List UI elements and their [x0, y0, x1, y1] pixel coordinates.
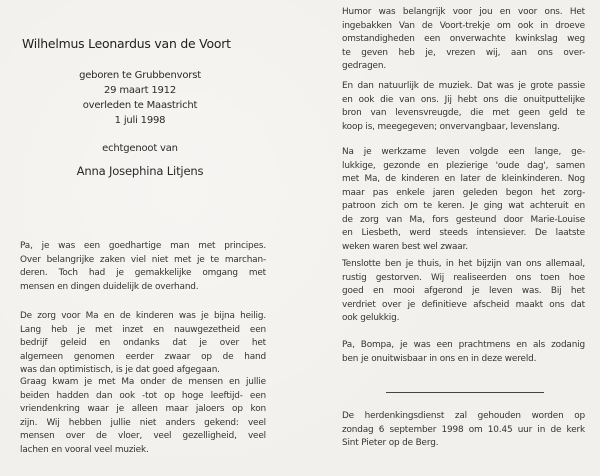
paragraph [20, 310, 266, 378]
text-line: Lang heb je met inzet en nauwgezetheid een [20, 324, 266, 335]
text-line: en Liesbeth, werd steeds intensiever. De laatste [342, 228, 585, 238]
paragraph [342, 80, 585, 134]
death-place: overleden te Maastricht [82, 100, 198, 111]
text-line: Over belangrijke zaken viel niet met je te marchan- [20, 254, 266, 265]
spouse-name: Anna Josephina Litjens [76, 164, 204, 178]
text-line: Humor was belangrijk voor jou en voor ons. Het [342, 7, 585, 17]
text-line: deren. Toch had je gemakkelijke omgang met [20, 268, 266, 278]
text-line: ben je onuitwisbaar in ons en in deze wereld. [342, 353, 537, 364]
paragraph [342, 6, 585, 74]
text-line: Pa, Bompa, je was een prachtmens en als zodanig [342, 340, 585, 350]
paragraph [20, 376, 266, 457]
paragraph [342, 146, 585, 254]
text-line: koop is, meegegeven; onvervangbaar, levenslang. [342, 121, 560, 132]
text-line: Sint Pieter op de Berg. [342, 438, 439, 448]
text-line: Pa, je was een goedhartige man met principes. [20, 241, 266, 251]
text-line: met Ma, de kinderen en later de kleinkinderen. Nog [342, 174, 585, 184]
text-line: goed en mooi afgerond je leven was. Bij het [342, 286, 585, 296]
text-line: mensen en dingen duidelijk de overhand. [20, 281, 199, 292]
text-line: ook gelukkig. [342, 313, 400, 323]
text-line: bedrijf geleid en ondanks dat je over het [20, 338, 266, 348]
text-line: was dan optimistisch, is je dat goed afgegaan. [20, 365, 220, 375]
paragraph [342, 410, 585, 451]
text-line: Graag kwam je met Ma onder de mensen en jullie [20, 377, 266, 387]
text-line: lukkige, gezonde en plezierige 'oude dag', samen [342, 160, 585, 171]
text-line: bron van levensvreugde, die met geen geld te [342, 108, 585, 118]
separator-line [386, 392, 544, 393]
text-line: de zorg van Ma, fors gesteund door Marie-Louise [342, 214, 585, 225]
text-line: ingebakken Van de Voort-trekje om ook in droeve [342, 20, 585, 31]
birth-death-block [40, 68, 240, 128]
text-line: omstandigheden een onverwachte kwinkslag weg [342, 34, 585, 44]
paragraph [342, 339, 585, 366]
text-line: verdriet over je definitieve afscheid maakt ons dat [342, 299, 585, 310]
death-date: 1 juli 1998 [114, 115, 166, 126]
text-line: rustig gestorven. Wij realiseerden ons toen hoe [342, 272, 585, 283]
text-line: Tenslotte ben je thuis, in het bijzijn van ons allemaal, [342, 259, 585, 269]
text-line: weken waren best wel zwaar. [342, 241, 468, 252]
text-line: patroon zich om te keren. Je ging wat achteruit en [342, 201, 585, 211]
text-line: lachen en vooral veel muziek. [20, 444, 149, 455]
text-line: En dan natuurlijk de muziek. Dat was je grote passie [342, 81, 585, 91]
deceased-name: Wilhelmus Leonardus van de Voort [22, 36, 231, 51]
spouse-label: echtgenoot van [102, 143, 178, 154]
text-line: Na je werkzame leven volgde een lange, ge- [342, 147, 585, 157]
text-line: beiden hadden dan ook -tot op hoge leeftijd- een [20, 390, 266, 401]
text-line: algemeen genomen eerder zwaar op de hand [20, 351, 266, 362]
text-line: De zorg voor Ma en de kinderen was je bijna heilig. [20, 311, 266, 321]
text-line: zijn. Wij hebben jullie niet anders gekend: veel [20, 417, 266, 428]
text-line: gedragen. [342, 61, 387, 71]
text-line: mensen over de vloer, veel gezelligheid, veel [20, 431, 266, 441]
text-line: te geven heb je, vrezen wij, aan ons over- [342, 47, 585, 58]
birth-place: geboren te Grubbenvorst [79, 70, 201, 81]
text-line: en ook die van ons. Jij hebt ons die onuitputtelijke [342, 94, 585, 105]
text-line: zondag 6 september 1998 om 10.45 uur in de kerk [342, 424, 585, 435]
text-line: vriendenkring waar je alleen maar jaloers op kon [20, 404, 266, 414]
paragraph [20, 240, 266, 294]
text-line: De herdenkingsdienst zal gehouden worden op [342, 411, 585, 421]
text-line: maar pas enkele jaren geleden begon het zorg- [342, 187, 585, 198]
birth-date: 29 maart 1912 [104, 85, 176, 96]
paragraph [342, 258, 585, 326]
